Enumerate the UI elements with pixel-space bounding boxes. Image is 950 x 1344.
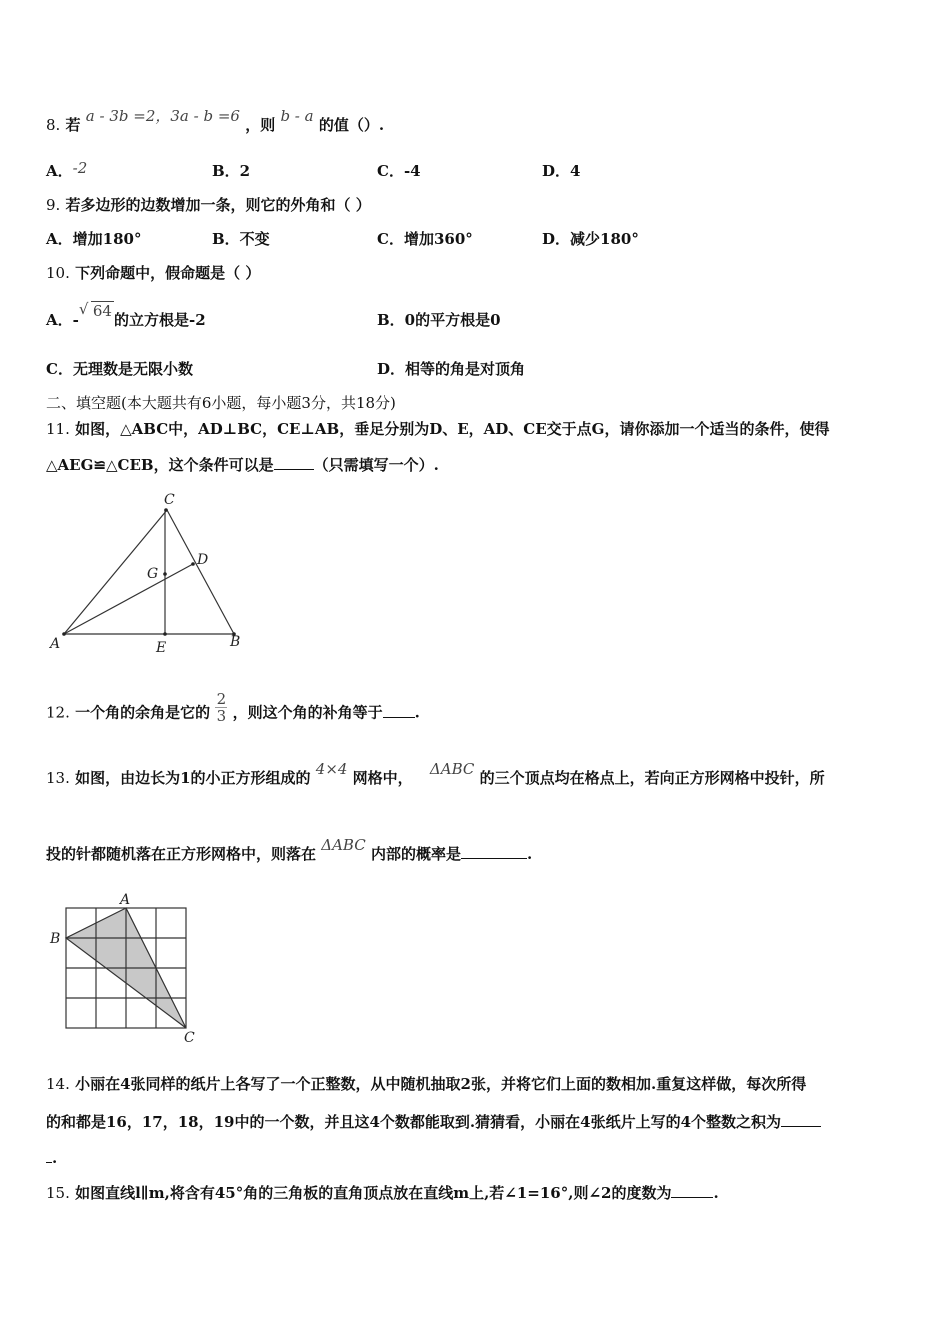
- q8-then: ，则: [245, 116, 276, 134]
- q8-expression: b - a: [280, 107, 314, 125]
- q9-number: 9.: [46, 196, 61, 214]
- q13-grid-size: 4×4: [315, 760, 348, 778]
- point-e: [163, 632, 167, 636]
- q9-text: 若多边形的边数增加一条，则它的外角和（ ）: [65, 196, 371, 214]
- label-c: C: [184, 1030, 195, 1046]
- q10-option-c: C．无理数是无限小数: [46, 360, 193, 378]
- point-d: [191, 562, 195, 566]
- q12-number: 12.: [46, 703, 70, 722]
- q13-grid-figure: [44, 888, 204, 1050]
- q15-text: 如图直线l∥m,将含有45°角的三角板的直角顶点放在直线m上,若∠1=16°,则∠2的度数为: [75, 1184, 672, 1202]
- q14-line1: [46, 1074, 806, 1094]
- label-d: D: [197, 552, 209, 568]
- q14-number: 14.: [46, 1075, 70, 1093]
- label-b: B: [230, 634, 241, 650]
- q8-option-d: D．4: [542, 162, 581, 180]
- q10-option-a-suffix: 的立方根是-2: [113, 311, 206, 329]
- q10: [46, 263, 260, 283]
- q11-number: 11.: [46, 420, 70, 438]
- q8-suffix: 的值（）.: [318, 116, 385, 134]
- q13-text: 如图，由边长为1的小正方形组成的: [75, 769, 311, 787]
- q14-line2: [46, 1112, 821, 1132]
- q13-line1: [46, 760, 825, 788]
- q8-option-b: B．2: [212, 162, 251, 180]
- answer-blank[interactable]: [781, 1112, 821, 1127]
- q12: [46, 690, 420, 730]
- q9-option-b: B．不变: [212, 230, 270, 248]
- q13-text-5: 内部的概率是: [370, 845, 461, 863]
- q11-triangle-figure: [44, 488, 254, 658]
- label-a: A: [120, 892, 131, 908]
- q10-text: 下列命题中，假命题是（ ）: [75, 264, 261, 282]
- label-e: E: [156, 640, 167, 656]
- q10-option-a: [46, 300, 206, 330]
- q12-end: .: [414, 703, 420, 722]
- q11-line1: [46, 419, 829, 439]
- q8-option-a: [46, 161, 87, 181]
- q8-condition: a - 3b =2，3a - b =6: [85, 107, 240, 125]
- q10-option-a-prefix: A．-: [46, 311, 79, 329]
- sqrt-symbol: √ 64: [78, 300, 112, 320]
- q8: [46, 107, 385, 135]
- q12-text: 一个角的余角是它的: [75, 703, 211, 722]
- q13-text-2: 网格中，: [352, 769, 413, 787]
- q15-number: 15.: [46, 1184, 70, 1202]
- q8-prefix: 若: [65, 116, 81, 134]
- point-c: [164, 508, 168, 512]
- q14-text-2: 的和都是16，17，18，19中的一个数，并且这4个数都能取到.猜猜看，小丽在4张纸片上写的4个整数之积为: [46, 1113, 782, 1131]
- q10-option-d: D．相等的角是对顶角: [377, 360, 526, 378]
- label-c: C: [164, 492, 175, 508]
- q13-number: 13.: [46, 769, 70, 787]
- q11-text-2: △AEG≌△CEB，这个条件可以是: [46, 456, 274, 474]
- q11-text-3: （只需填写一个）.: [313, 456, 439, 474]
- q11-text: 如图，△ABC中，AD⊥BC，CE⊥AB，垂足分别为D、E，AD、CE交于点G，请你添加一个适当的条件，使得: [75, 420, 830, 438]
- q15-end: .: [713, 1184, 719, 1202]
- label-a: A: [50, 636, 61, 652]
- q9-option-d: D．减少180°: [542, 230, 639, 248]
- q9-option-a: A．增加180°: [46, 230, 142, 248]
- q13-end: .: [526, 845, 533, 863]
- q13-line2: [46, 836, 533, 864]
- q9-option-c: C．增加360°: [377, 230, 473, 248]
- q14-end: .: [52, 1149, 58, 1167]
- answer-blank[interactable]: [274, 455, 314, 470]
- q10-number: 10.: [46, 264, 70, 282]
- q8-option-a-value: -2: [72, 159, 88, 177]
- q12-text-2: ，则这个角的补角等于: [232, 703, 383, 722]
- point-g: [163, 572, 167, 576]
- fraction-numerator: 2: [216, 690, 227, 708]
- q10-sqrt-value: 64: [92, 302, 112, 320]
- answer-blank[interactable]: [383, 703, 415, 718]
- altitude-ad: [64, 564, 193, 634]
- section-title: 二、填空题(本大题共有6小题，每小题3分，共18分): [46, 394, 396, 412]
- label-b: B: [50, 931, 61, 947]
- answer-blank[interactable]: [461, 844, 527, 859]
- q13-text-3: 的三个顶点均在格点上，若向正方形网格中投针，所: [479, 769, 825, 787]
- fraction-denominator: 3: [216, 707, 227, 725]
- q14-line3: [46, 1148, 57, 1168]
- q9: [46, 195, 371, 215]
- q8-number: 8.: [46, 116, 61, 134]
- q13-triangle-2: ΔABC: [321, 836, 366, 854]
- q13-triangle: ΔABC: [429, 760, 475, 778]
- q15: [46, 1183, 719, 1203]
- point-a: [62, 632, 66, 636]
- answer-blank[interactable]: [671, 1183, 713, 1198]
- label-g: G: [147, 566, 159, 582]
- q13-text-4: 投的针都随机落在正方形网格中，则落在: [46, 845, 317, 863]
- q11-line2: [46, 455, 439, 475]
- q8-option-c: C．-4: [377, 162, 421, 180]
- fraction: [215, 691, 227, 724]
- q14-text: 小丽在4张同样的纸片上各写了一个正整数，从中随机抽取2张，并将它们上面的数相加.重复这样做，每次所得: [75, 1075, 807, 1093]
- q8-option-a-label: A．: [46, 162, 73, 180]
- q10-option-b: B．0的平方根是0: [377, 311, 501, 329]
